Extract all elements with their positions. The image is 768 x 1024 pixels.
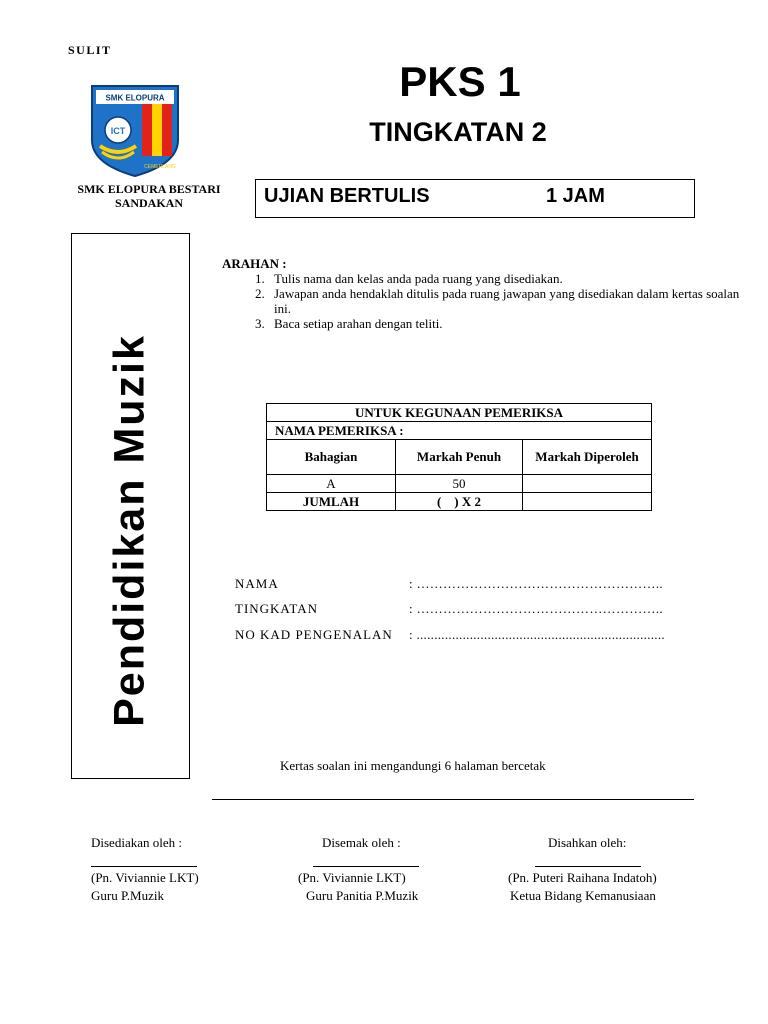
- pages-note: Kertas soalan ini mengandungi 6 halaman bercetak: [280, 758, 546, 773]
- instructions: [222, 256, 747, 331]
- table-cell: [523, 475, 652, 493]
- subject-box: [71, 233, 190, 779]
- exam-type: UJIAN BERTULIS: [264, 185, 430, 207]
- instructions-heading: ARAHAN :: [222, 256, 287, 271]
- signature-title: Guru P.Muzik: [91, 888, 164, 903]
- subject-title: Pendidikan Muzik: [105, 334, 154, 727]
- signature-line: [313, 866, 419, 867]
- examiner-table: [266, 403, 652, 511]
- sulit-label: SULIT: [68, 43, 112, 57]
- signature-line: [535, 866, 641, 867]
- signature-role: Disediakan oleh :: [91, 835, 182, 850]
- field-label: NAMA: [235, 576, 279, 591]
- signature-name: (Pn. Viviannie LKT): [298, 870, 406, 885]
- exam-info-box: [255, 179, 695, 218]
- paper-title: PKS 1: [399, 58, 521, 105]
- signature-block: [298, 834, 419, 905]
- student-ic-field[interactable]: : ......................................................................: [409, 627, 665, 642]
- svg-text:CEMERLANG: CEMERLANG: [144, 164, 176, 170]
- exam-duration: 1 JAM: [546, 185, 605, 207]
- signature-role: Disemak oleh :: [322, 835, 401, 850]
- svg-text:SMK ELOPURA: SMK ELOPURA: [105, 93, 165, 103]
- table-cell: JUMLAH: [267, 493, 396, 511]
- signature-block: [508, 834, 657, 905]
- school-logo: [88, 82, 182, 178]
- table-cell: A: [267, 475, 396, 493]
- table-cell: ( ) X 2: [396, 493, 523, 511]
- table-row: [267, 475, 652, 493]
- instruction-item: 2. Jawapan anda hendaklah ditulis pada ruang jawapan yang disediakan dalam kertas soalan ini.: [268, 286, 747, 316]
- column-header: Bahagian: [267, 440, 396, 475]
- signature-line: [91, 866, 197, 867]
- table-cell: [523, 493, 652, 511]
- school-name: [60, 182, 238, 210]
- divider: [212, 799, 694, 800]
- instructions-list: [222, 271, 747, 331]
- signature-name: (Pn. Puteri Raihana Indatoh): [508, 870, 657, 885]
- column-header: Markah Diperoleh: [523, 440, 652, 475]
- signature-name: (Pn. Viviannie LKT): [91, 870, 199, 885]
- signature-title: Ketua Bidang Kemanusiaan: [510, 888, 656, 903]
- student-form-field[interactable]: : ………………………………………………..: [409, 601, 663, 616]
- signature-role: Disahkan oleh:: [548, 835, 627, 850]
- field-label: TINGKATAN: [235, 601, 319, 616]
- signature-title: Guru Panitia P.Muzik: [306, 888, 419, 903]
- field-label: NO KAD PENGENALAN: [235, 627, 393, 642]
- student-name-field[interactable]: : ………………………………………………..: [409, 576, 663, 591]
- table-row: [267, 493, 652, 511]
- instruction-item: 3. Baca setiap arahan dengan teliti.: [268, 316, 747, 331]
- examiner-table-title: UNTUK KEGUNAAN PEMERIKSA: [267, 404, 652, 422]
- school-name-line1: SMK ELOPURA BESTARI: [77, 182, 221, 196]
- signature-block: [91, 834, 199, 905]
- examiner-name-label: NAMA PEMERIKSA :: [267, 422, 652, 440]
- paper-subtitle: TINGKATAN 2: [369, 117, 547, 147]
- table-cell: 50: [396, 475, 523, 493]
- column-header: Markah Penuh: [396, 440, 523, 475]
- instruction-item: 1. Tulis nama dan kelas anda pada ruang yang disediakan.: [268, 271, 747, 286]
- svg-text:ICT: ICT: [110, 126, 126, 136]
- school-name-line2: SANDAKAN: [114, 196, 183, 210]
